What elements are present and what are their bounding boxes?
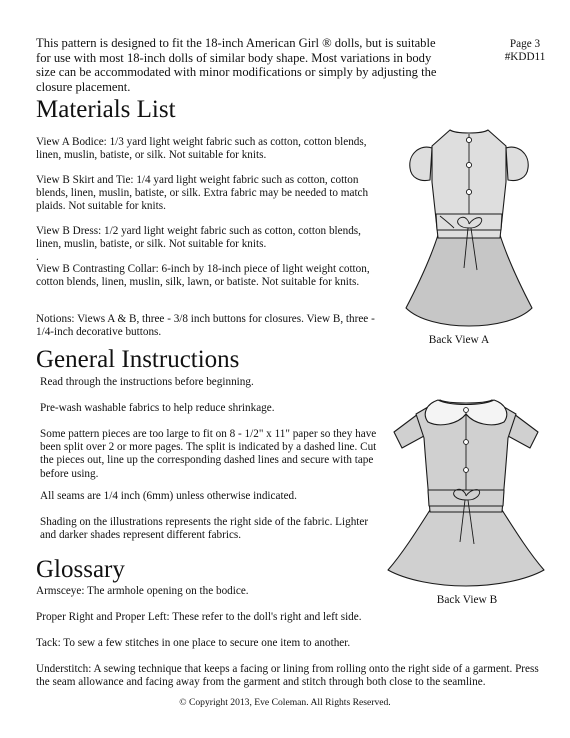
materials-item-view-b-dress: View B Dress: 1/2 yard light weight fabric such as cotton, cotton blends, linen, muslin, batiste, or silk. Not suitable for knits. [36,225,361,251]
general-item-read: Read through the instructions before beginning. [40,376,254,388]
page-reference [488,38,562,64]
intro-paragraph: This pattern is designed to fit the 18-inch American Girl ® dolls, but is suitable for use with most 18-inch dolls of similar body shape. Most variations in body size can be accommodated with minor modifications or simply by adjusting the closure placement. [36,36,437,94]
skirt-a [406,235,532,326]
back-view-a-illustration [380,110,570,340]
back-view-b-caption: Back View B [436,594,498,606]
general-heading: General Instructions [36,346,240,373]
general-item-split-pages: Some pattern pieces are too large to fit on 8 - 1/2" x 11" paper so they have been split over 2 or more pages. The split is indicated by a dashed line. Cut the pieces out, line up the corresponding dashed lines and secure with tape before using. [40,428,377,480]
materials-item-notions: Notions: Views A & B, three - 3/8 inch buttons for closures. View B, three - 1/4-inch decorative buttons. [36,313,375,339]
pattern-code: #KDD11 [504,51,546,63]
glossary-item-armsceye: Armsceye: The armhole opening on the bodice. [36,585,249,597]
skirt-b [388,510,544,586]
glossary-item-understitch: Understitch: A sewing technique that keeps a facing or lining from rolling onto the right side of a garment. Press the seam allowance and facing away from the garment and stitch through both close to the seamline. [36,663,539,689]
back-view-a-caption: Back View A [428,334,490,346]
copyright-footer: © Copyright 2013, Eve Coleman. All Rights Reserved. [179,697,391,708]
glossary-item-tack: Tack: To sew a few stitches in one place to secure one item to another. [36,637,351,649]
back-view-b-illustration [366,392,570,592]
materials-item-separator: . [36,251,39,263]
materials-item-view-b-collar: View B Contrasting Collar: 6-inch by 18-inch piece of light weight cotton, cotton blends, linen, muslin, silk, lawn, or batiste. Not suitable for knits. [36,263,370,289]
left-puff-sleeve [410,147,432,180]
materials-item-view-a-bodice: View A Bodice: 1/3 yard light weight fabric such as cotton, cotton blends, linen, muslin, batiste, or silk. Not suitable for knits. [36,136,367,162]
page-number: Page 3 [509,38,541,50]
glossary-heading: Glossary [36,556,125,583]
materials-heading: Materials List [36,96,176,123]
general-item-shading: Shading on the illustrations represents the right side of the fabric. Lighter and darker shades represent different fabrics. [40,516,369,542]
general-item-seams: All seams are 1/4 inch (6mm) unless otherwise indicated. [40,490,297,502]
waistband-b [428,490,504,506]
materials-item-view-b-skirt: View B Skirt and Tie: 1/4 yard light weight fabric such as cotton, cotton blends, linen, muslin, batiste, or silk. Extra fabric may be needed to match plaids. Not suitable for knits. [36,174,369,213]
right-puff-sleeve [506,147,528,180]
glossary-item-proper-right-left: Proper Right and Proper Left: These refer to the doll's right and left side. [36,611,362,623]
general-item-prewash: Pre-wash washable fabrics to help reduce shrinkage. [40,402,275,414]
